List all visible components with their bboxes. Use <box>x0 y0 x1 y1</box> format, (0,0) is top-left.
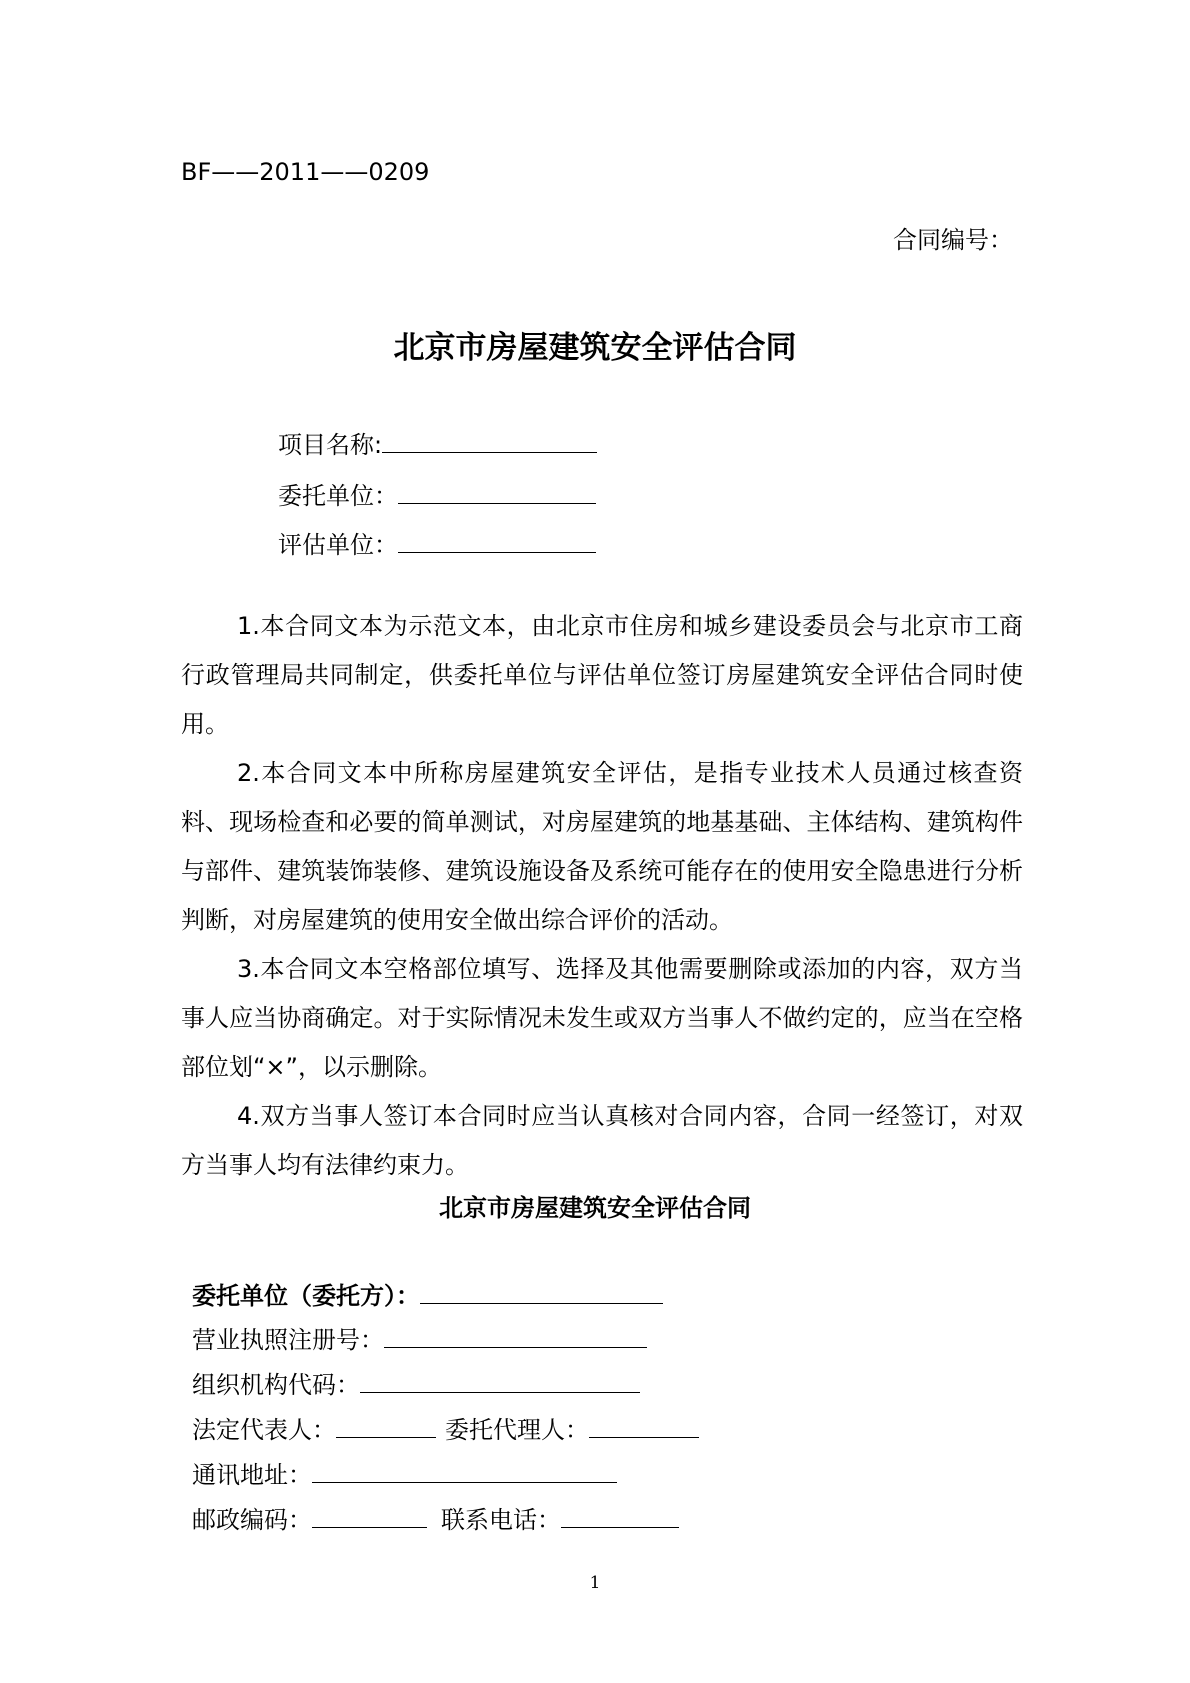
note-1: 1.本合同文本为示范文本，由北京市住房和城乡建设委员会与北京市工商行政管理局共同制定，供委托单位与评估单位签订房屋建筑安全评估合同时使用。 <box>181 612 1023 738</box>
address-label: 通讯地址： <box>192 1461 312 1489</box>
page-title: 北京市房屋建筑安全评估合同 <box>393 330 797 366</box>
note-4: 4.双方当事人签订本合同时应当认真核对合同内容，合同一经签订，对双方当事人均有法律约束力。 <box>181 1102 1023 1179</box>
org-code-blank[interactable] <box>360 1370 640 1393</box>
client-party-label: 委托单位（委托方）： <box>192 1282 420 1310</box>
legal-rep-label: 法定代表人： <box>192 1416 336 1444</box>
postcode-field <box>192 1500 427 1535</box>
license-no-label: 营业执照注册号： <box>192 1326 384 1354</box>
legal-rep-blank[interactable] <box>336 1415 436 1438</box>
client-party-field <box>192 1276 663 1311</box>
address-field <box>192 1455 617 1490</box>
license-no-blank[interactable] <box>384 1325 647 1348</box>
postcode-blank[interactable] <box>312 1505 427 1528</box>
project-name-field <box>278 425 597 460</box>
client-label: 委托单位： <box>278 482 398 510</box>
page-number: 1 <box>589 1573 601 1593</box>
phone-blank[interactable] <box>561 1505 679 1528</box>
agent-label: 委托代理人： <box>445 1416 589 1444</box>
note-3: 3.本合同文本空格部位填写、选择及其他需要删除或添加的内容，双方当事人应当协商确定。对于实际情况未发生或双方当事人不做约定的，应当在空格部位划“×”，以示删除。 <box>181 955 1023 1081</box>
project-name-label: 项目名称: <box>278 431 383 459</box>
project-name-blank[interactable] <box>382 430 597 453</box>
legal-rep-field <box>192 1410 436 1445</box>
assessor-field <box>278 525 596 560</box>
assessor-label: 评估单位： <box>278 531 398 559</box>
client-blank[interactable] <box>398 481 596 504</box>
agent-field <box>445 1410 699 1445</box>
note-2: 2.本合同文本中所称房屋建筑安全评估，是指专业技术人员通过核查资料、现场检查和必要的简单测试，对房屋建筑的地基基础、主体结构、建筑构件与部件、建筑装饰装修、建筑设施设备及系统可能存在的使用安全隐患进行分析判断，对房屋建筑的使用安全做出综合评价的活动。 <box>181 759 1023 934</box>
client-field <box>278 476 596 511</box>
org-code-field <box>192 1365 640 1400</box>
document-code: BF——2011——0209 <box>181 158 430 186</box>
contract-number-label: 合同编号： <box>893 226 1013 254</box>
client-party-blank[interactable] <box>420 1281 663 1304</box>
phone-label: 联系电话： <box>441 1506 561 1534</box>
address-blank[interactable] <box>312 1460 617 1483</box>
license-no-field <box>192 1320 647 1355</box>
postcode-label: 邮政编码： <box>192 1506 312 1534</box>
agent-blank[interactable] <box>589 1415 699 1438</box>
org-code-label: 组织机构代码： <box>192 1371 360 1399</box>
phone-field <box>441 1500 679 1535</box>
section-title: 北京市房屋建筑安全评估合同 <box>439 1194 751 1222</box>
assessor-blank[interactable] <box>398 530 596 553</box>
